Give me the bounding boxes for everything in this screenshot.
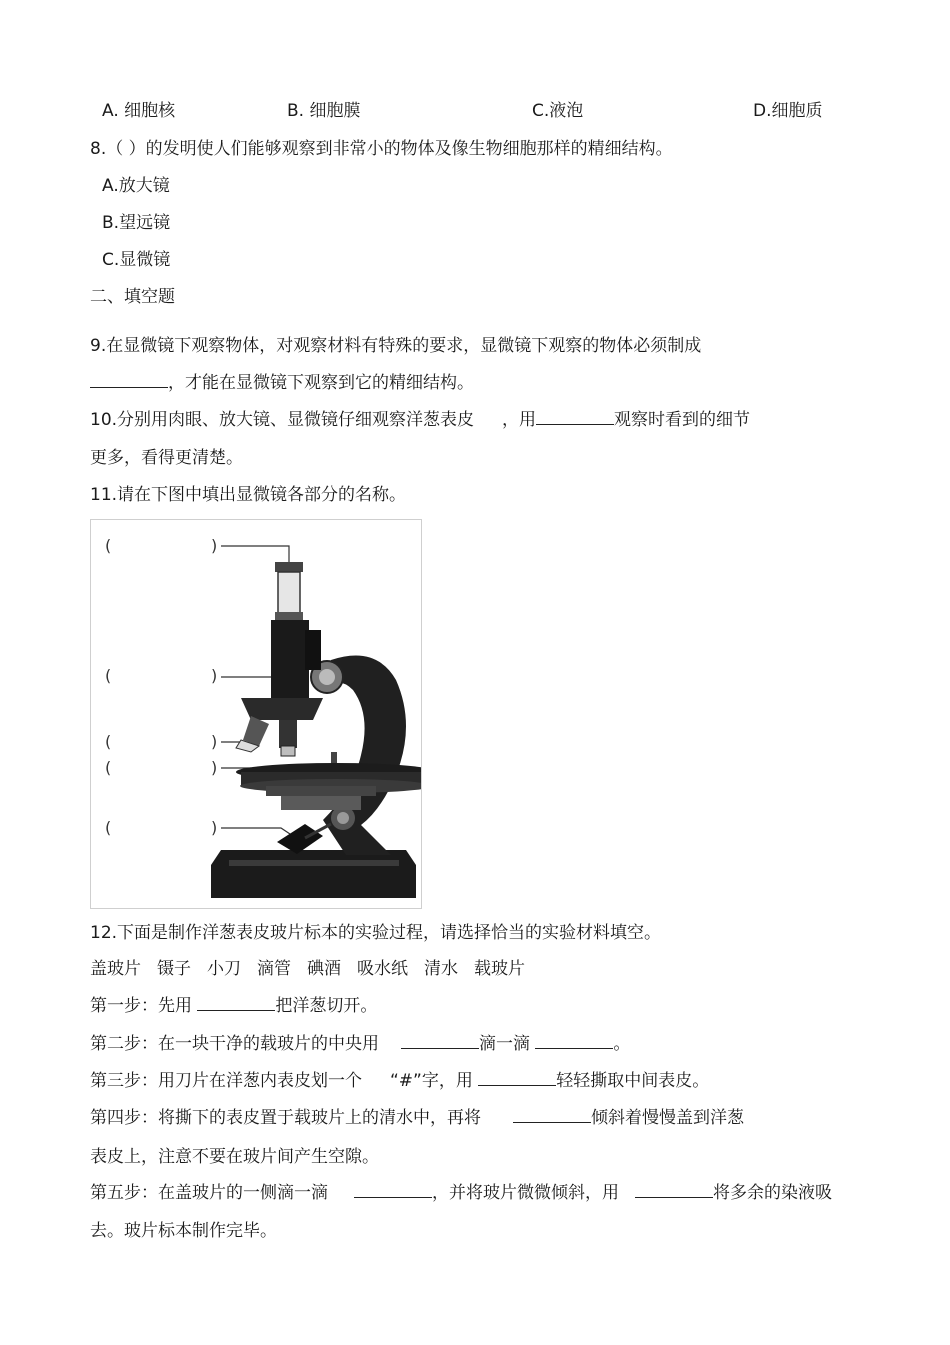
material-item: 载玻片 — [474, 959, 525, 979]
q10-line1: 10.分别用肉眼、放大镜、显微镜仔细观察洋葱表皮 ，用 观察时看到的细节 — [90, 410, 751, 430]
label-2-open[interactable]: ( — [105, 666, 112, 685]
q7-option-c: C.液泡 — [532, 101, 584, 121]
label-2-close: ) — [211, 666, 218, 685]
step5-blank-1[interactable] — [354, 1182, 432, 1198]
material-item: 清水 — [424, 959, 458, 979]
label-1-close: ) — [211, 536, 218, 555]
microscope-figure — [90, 519, 422, 909]
q12-step1: 第一步：先用 把洋葱切开。 — [90, 996, 378, 1016]
label-3-close: ) — [211, 732, 218, 751]
q12-step2: 第二步：在一块干净的载玻片的中央用 滴一滴 。 — [90, 1034, 631, 1054]
q12-step4: 第四步：将撕下的表皮置于载玻片上的清水中，再将 倾斜着慢慢盖到洋葱 — [90, 1108, 744, 1128]
label-3-open[interactable]: ( — [105, 732, 112, 751]
q7-option-b: B. 细胞膜 — [287, 101, 361, 121]
step3-blank[interactable] — [478, 1070, 556, 1086]
q8-stem: 8.（ ）的发明使人们能够观察到非常小的物体及像生物细胞那样的精细结构。 — [90, 139, 673, 159]
q8-option-c: C.显微镜 — [102, 250, 171, 270]
step1-blank[interactable] — [197, 995, 275, 1011]
label-1-open[interactable]: ( — [105, 536, 112, 555]
label-4-open[interactable]: ( — [105, 758, 112, 777]
q12-step4-line2: 表皮上，注意不要在玻片间产生空隙。 — [90, 1147, 379, 1167]
material-item: 滴管 — [257, 959, 291, 979]
microscope-drawing — [91, 520, 421, 908]
step2-blank-2[interactable] — [535, 1033, 613, 1049]
q10-line2: 更多，看得更清楚。 — [90, 448, 243, 468]
q12-step5-line2: 去。玻片标本制作完毕。 — [90, 1221, 277, 1241]
q12-materials — [90, 958, 541, 980]
label-5-open[interactable]: ( — [105, 818, 112, 837]
label-5-close: ) — [211, 818, 218, 837]
material-item: 碘酒 — [307, 959, 341, 979]
material-item: 小刀 — [207, 959, 241, 979]
section-title: 二、填空题 — [90, 287, 175, 307]
q11-stem: 11.请在下图中填出显微镜各部分的名称。 — [90, 485, 407, 505]
step5-blank-2[interactable] — [635, 1182, 713, 1198]
step2-blank-1[interactable] — [401, 1033, 479, 1049]
material-item: 吸水纸 — [357, 959, 408, 979]
q9-blank[interactable] — [90, 372, 168, 388]
material-item: 盖玻片 — [90, 959, 141, 979]
q8-option-b: B.望远镜 — [102, 213, 171, 233]
q10-blank[interactable] — [536, 409, 614, 425]
q8-option-a: A.放大镜 — [102, 176, 170, 196]
q12-step5: 第五步：在盖玻片的一侧滴一滴 ，并将玻片微微倾斜，用 将多余的染液吸 — [90, 1183, 832, 1203]
q7-option-d: D.细胞质 — [753, 101, 823, 121]
q12-stem: 12.下面是制作洋葱表皮玻片标本的实验过程，请选择恰当的实验材料填空。 — [90, 923, 662, 943]
label-4-close: ) — [211, 758, 218, 777]
material-item: 镊子 — [157, 959, 191, 979]
q12-step3: 第三步：用刀片在洋葱内表皮划一个 “#”字，用 轻轻撕取中间表皮。 — [90, 1071, 710, 1091]
q9-line1: 9.在显微镜下观察物体，对观察材料有特殊的要求，显微镜下观察的物体必须制成 — [90, 336, 702, 356]
q7-option-a: A. 细胞核 — [102, 101, 176, 121]
step4-blank[interactable] — [513, 1107, 591, 1123]
q9-line2: ，才能在显微镜下观察到它的精细结构。 — [90, 372, 474, 394]
